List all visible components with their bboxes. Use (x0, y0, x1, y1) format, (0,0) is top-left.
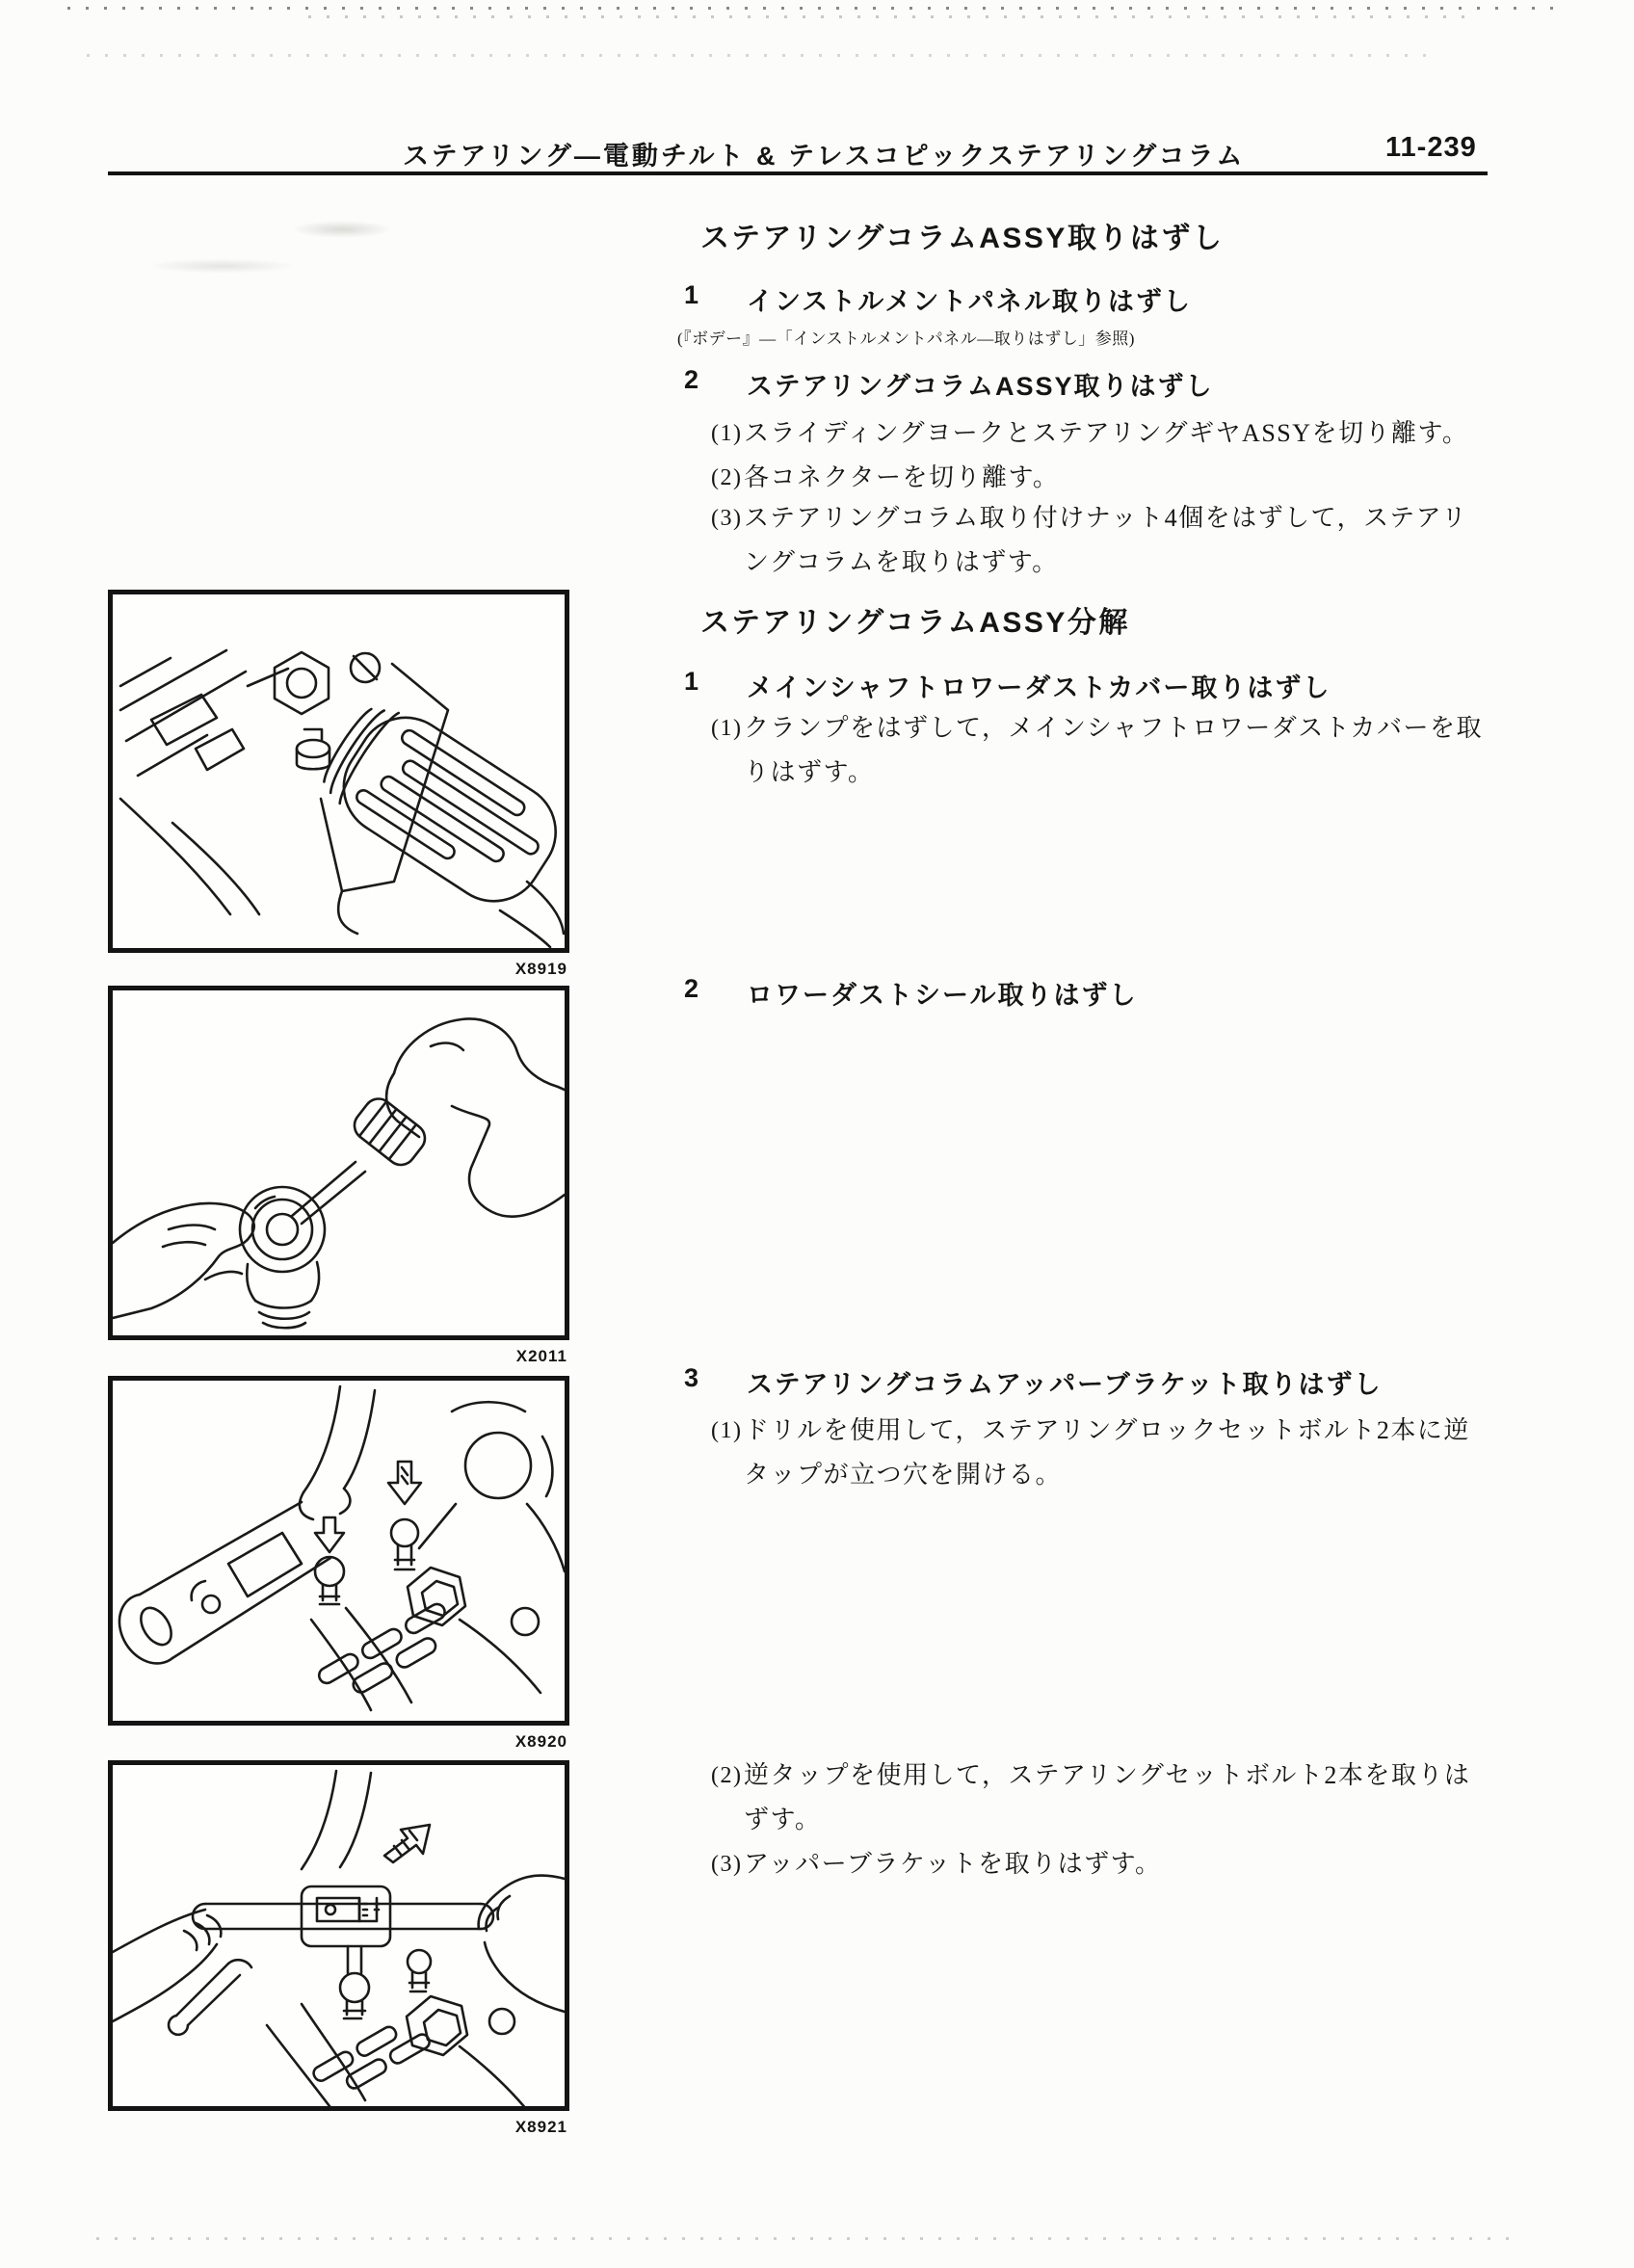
substep-number: (3) (711, 1852, 743, 1877)
step-number: 1 (684, 667, 701, 696)
substep-number: (2) (711, 1763, 743, 1788)
illustration-lower-dust-seal-removal (113, 990, 565, 1335)
disassembly-step3-substep-2 (711, 1754, 1470, 1842)
disassembly-step1-substep-1 (711, 706, 1483, 795)
step-number: 2 (684, 974, 701, 1003)
removal-step-2 (684, 365, 1214, 403)
substep-line: ステアリングコラム取り付けナット4個をはずして，ステアリ (744, 504, 1468, 532)
step-heading: ステアリングコラムASSY取りはずし (747, 372, 1214, 401)
figure-box-drill-bolts (108, 1376, 569, 1726)
illustration-tap-wrench-bolt-removal (113, 1765, 565, 2106)
substep-text: スライディングヨークとステアリングギヤASSYを切り離す。 (744, 419, 1469, 447)
step-number: 3 (684, 1363, 701, 1392)
figure-label: X8919 (514, 960, 567, 978)
removal-substep-1 (711, 411, 1468, 456)
substep-line: タップが立つ穴を開ける。 (744, 1461, 1063, 1489)
substep-text (744, 706, 1483, 795)
removal-step-1 (684, 280, 1192, 318)
figure-box-dust-seal (108, 986, 569, 1340)
step-heading: ステアリングコラムアッパーブラケット取りはずし (747, 1370, 1383, 1399)
substep-line: クランプをはずして，メインシャフトロワーダストカバーを取 (744, 714, 1484, 742)
removal-step-1-note: (『ボデー』―「インストルメントパネル―取りはずし」参照) (677, 330, 1135, 348)
disassembly-step-3 (684, 1363, 1382, 1401)
step-number: 1 (684, 280, 701, 309)
disassembly-step3-substep-1 (711, 1409, 1470, 1497)
step-number: 2 (684, 365, 701, 394)
substep-number: (1) (711, 716, 743, 741)
scan-noise (308, 15, 1464, 18)
substep-text (744, 1754, 1470, 1842)
page-number: 11-239 (1385, 132, 1477, 163)
substep-line: 逆タップを使用して，ステアリングセットボルト2本を取りは (744, 1761, 1471, 1789)
section-disassembly-title: ステアリングコラムASSY分解 (700, 607, 1130, 639)
section-removal-title: ステアリングコラムASSY取りはずし (700, 223, 1225, 254)
scan-noise (87, 54, 1436, 57)
disassembly-step3-substep-3 (711, 1842, 1162, 1886)
header-rule (108, 171, 1488, 175)
substep-number: (1) (711, 421, 743, 446)
step-heading: インストルメントパネル取りはずし (747, 287, 1192, 316)
illustration-main-shaft-dust-cover (113, 594, 565, 948)
scan-noise (67, 7, 1561, 10)
removal-substep-2 (711, 456, 1059, 500)
substep-number: (2) (711, 465, 743, 490)
substep-line: ングコラムを取りはずす。 (744, 548, 1059, 576)
disassembly-step-1 (684, 667, 1331, 704)
illustration-drill-lock-set-bolts (113, 1381, 565, 1721)
header-title: ステアリング―電動チルト & テレスコピックステアリングコラム (403, 142, 1246, 171)
scan-noise (96, 2237, 1522, 2240)
figure-label: X8920 (514, 1732, 567, 1751)
figure-box-tap-wrench (108, 1760, 569, 2111)
figure-label: X2011 (515, 1347, 567, 1365)
substep-text: アッパーブラケットを取りはずす。 (744, 1850, 1162, 1878)
figure-label: X8921 (514, 2118, 567, 2136)
substep-text: 各コネクターを切り離す。 (744, 463, 1060, 491)
substep-number: (1) (711, 1418, 743, 1443)
substep-number: (3) (711, 506, 743, 531)
substep-line: りはずす。 (744, 758, 875, 786)
figure-box-dust-cover (108, 590, 569, 953)
scan-smudge (116, 255, 328, 277)
step-heading: ロワーダストシール取りはずし (747, 981, 1138, 1010)
disassembly-step-2 (684, 974, 1137, 1012)
substep-line: ドリルを使用して，ステアリングロックセットボルト2本に逆 (744, 1416, 1470, 1444)
scan-smudge (270, 217, 414, 242)
substep-text (744, 496, 1468, 585)
substep-line: ずす。 (744, 1806, 822, 1833)
step-heading: メインシャフトロワーダストカバー取りはずし (747, 673, 1331, 702)
substep-text (744, 1409, 1470, 1497)
removal-substep-3 (711, 496, 1468, 585)
